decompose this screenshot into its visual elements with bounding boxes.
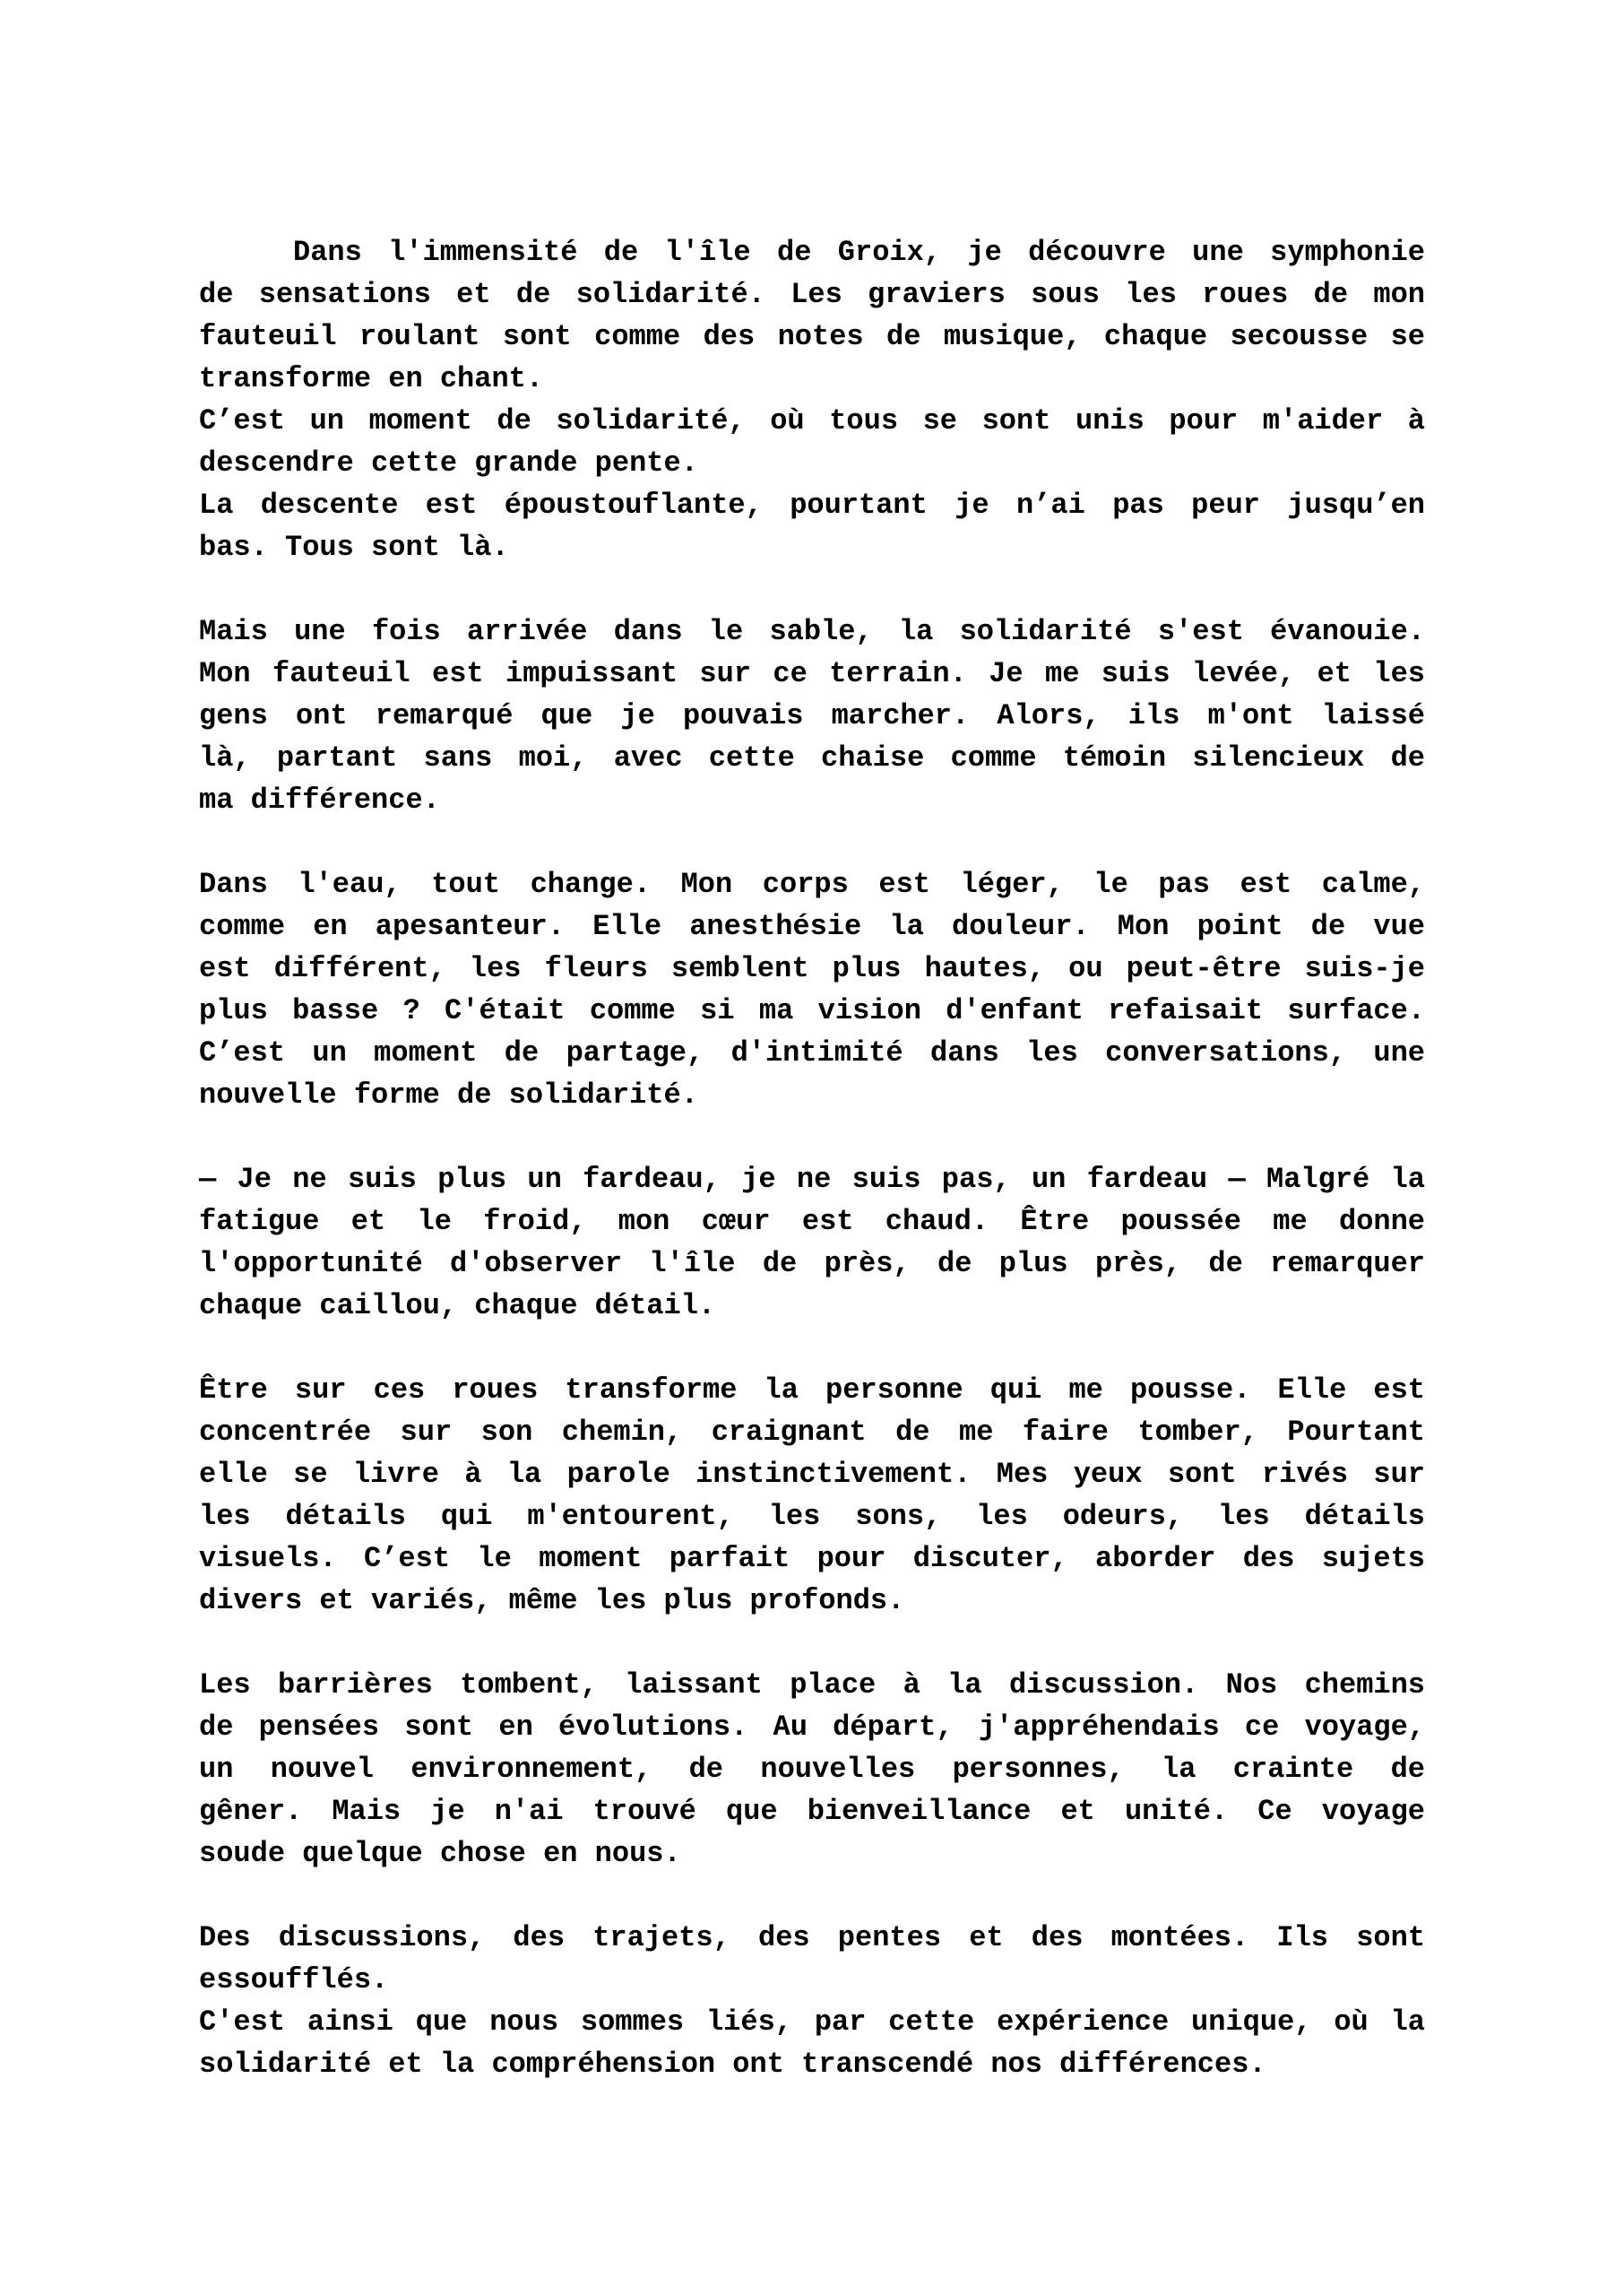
document-line: de pensées sont en évolutions. Au départ, j'appréhendais ce voyage, xyxy=(199,1710,1425,1744)
document-line: bas. Tous sont là. xyxy=(199,531,509,564)
document-line: transforme en chant. xyxy=(199,362,544,395)
document-line: elle se livre à la parole instinctivement. Mes yeux sont rivés sur xyxy=(199,1458,1425,1491)
document-line: est différent, les fleurs semblent plus hautes, ou peut-être suis-je xyxy=(199,952,1425,985)
document-line: descendre cette grande pente. xyxy=(199,446,698,480)
document-line: nouvelle forme de solidarité. xyxy=(199,1078,698,1112)
document-line: un nouvel environnement, de nouvelles personnes, la crainte de xyxy=(199,1753,1425,1786)
document-line: là, partant sans moi, avec cette chaise comme témoin silencieux de xyxy=(199,741,1425,775)
paragraph xyxy=(199,611,1425,821)
document-line: fatigue et le froid, mon cœur est chaud. Être poussée me donne xyxy=(199,1205,1425,1238)
document-line: solidarité et la compréhension ont transcendé nos différences. xyxy=(199,2048,1266,2081)
document-line: La descente est époustouflante, pourtant je n’ai pas peur jusqu’en xyxy=(199,489,1425,522)
document-line: Dans l'immensité de l'île de Groix, je découvre une symphonie xyxy=(293,236,1425,269)
paragraph xyxy=(199,231,1425,568)
document-line: les détails qui m'entourent, les sons, les odeurs, les détails xyxy=(199,1500,1425,1533)
document-line: Mais une fois arrivée dans le sable, la solidarité s'est évanouie. xyxy=(199,615,1425,648)
document-line: essoufflés. xyxy=(199,1963,389,1996)
document-line: — Je ne suis plus un fardeau, je ne suis pas, un fardeau — Malgré la xyxy=(199,1163,1425,1196)
document-line: divers et variés, même les plus profonds. xyxy=(199,1584,905,1617)
document-line: plus basse ? C'était comme si ma vision d'enfant refaisait surface. xyxy=(199,994,1425,1027)
document-body xyxy=(199,231,1425,2085)
document-line: Dans l'eau, tout change. Mon corps est léger, le pas est calme, xyxy=(199,868,1425,901)
document-line: ma différence. xyxy=(199,784,440,817)
document-line: comme en apesanteur. Elle anesthésie la douleur. Mon point de vue xyxy=(199,910,1425,943)
document-line: l'opportunité d'observer l'île de près, de plus près, de remarquer xyxy=(199,1247,1425,1280)
document-line: soude quelque chose en nous. xyxy=(199,1837,681,1870)
document-line: Des discussions, des trajets, des pentes et des montées. Ils sont xyxy=(199,1921,1425,1954)
document-line: Mon fauteuil est impuissant sur ce terrain. Je me suis levée, et les xyxy=(199,657,1425,690)
document-line: visuels. C’est le moment parfait pour discuter, aborder des sujets xyxy=(199,1542,1425,1575)
document-line: Les barrières tombent, laissant place à la discussion. Nos chemins xyxy=(199,1668,1425,1702)
document-line: Être sur ces roues transforme la personne qui me pousse. Elle est xyxy=(199,1373,1425,1407)
document-line: de sensations et de solidarité. Les graviers sous les roues de mon xyxy=(199,278,1425,311)
document-line: C'est ainsi que nous sommes liés, par cette expérience unique, où la xyxy=(199,2005,1425,2039)
document-line: C’est un moment de solidarité, où tous se sont unis pour m'aider à xyxy=(199,404,1425,437)
paragraph xyxy=(199,1664,1425,1875)
paragraph xyxy=(199,1369,1425,1622)
paragraph xyxy=(199,1917,1425,2085)
document-line: concentrée sur son chemin, craignant de me faire tomber, Pourtant xyxy=(199,1416,1425,1449)
document-line: gens ont remarqué que je pouvais marcher. Alors, ils m'ont laissé xyxy=(199,699,1425,732)
document-line: fauteuil roulant sont comme des notes de musique, chaque secousse se xyxy=(199,320,1425,353)
paragraph xyxy=(199,863,1425,1116)
paragraph xyxy=(199,1158,1425,1327)
document-line: gêner. Mais je n'ai trouvé que bienveillance et unité. Ce voyage xyxy=(199,1795,1425,1828)
document-line: chaque caillou, chaque détail. xyxy=(199,1289,716,1322)
document-line: C’est un moment de partage, d'intimité dans les conversations, une xyxy=(199,1036,1425,1070)
